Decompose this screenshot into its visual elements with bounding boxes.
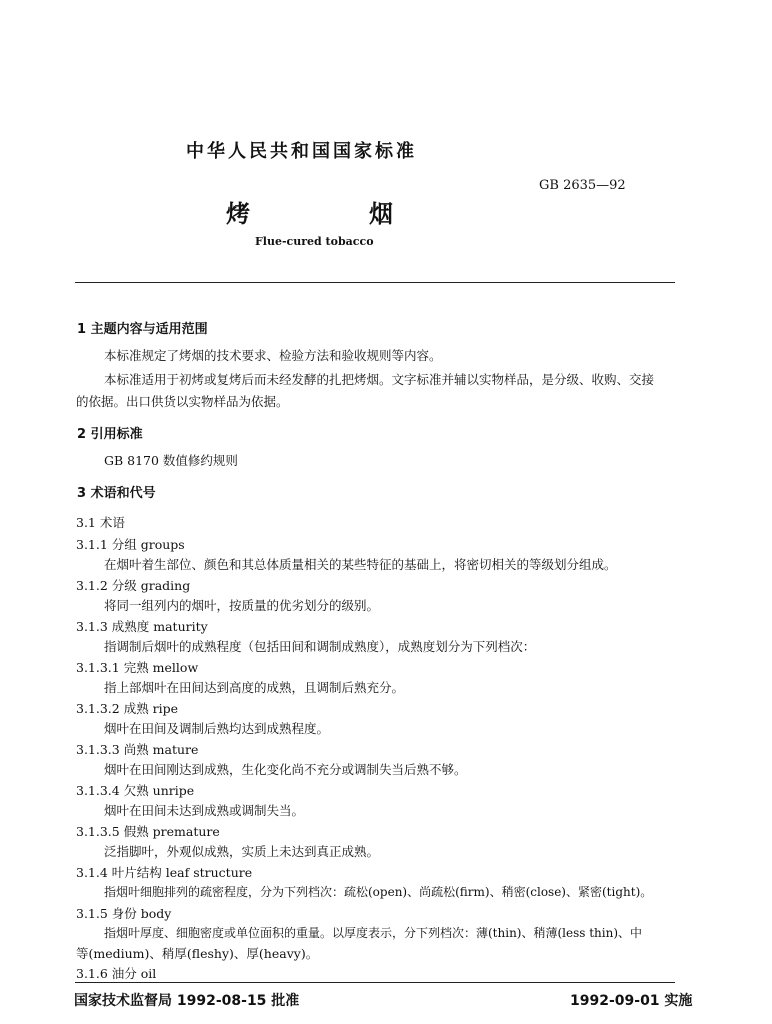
section-1-paragraph-2-cont: 的依据。出口供货以实物样品为依据。 bbox=[76, 394, 289, 409]
section-3-heading: 3 术语和代号 bbox=[77, 486, 156, 501]
document-title-part2: 烟 bbox=[369, 199, 393, 228]
section-1-paragraph-1: 本标准规定了烤烟的技术要求、检验方法和验收规则等内容。 bbox=[104, 348, 442, 363]
term-3-1-3-definition: 指调制后烟叶的成熟程度（包括田间和调制成熟度），成熟度划分为下列档次： bbox=[104, 639, 536, 654]
term-3-1-3-3: 3.1.3.3 尚熟 mature bbox=[76, 742, 199, 757]
term-3-1-2-definition: 将同一组列内的烟叶，按质量的优劣划分的级别。 bbox=[104, 598, 380, 613]
term-3-1-5: 3.1.5 身份 body bbox=[76, 906, 172, 921]
term-3-1-1: 3.1.1 分组 groups bbox=[76, 537, 185, 552]
standard-code: GB 2635—92 bbox=[539, 178, 626, 193]
section-2-heading: 2 引用标准 bbox=[77, 427, 143, 442]
document-title-part1: 烤 bbox=[226, 199, 250, 228]
term-3-1-3-3-definition: 烟叶在田间刚达到成熟，生化变化尚不充分或调制失当后熟不够。 bbox=[104, 762, 467, 777]
term-3-1-3: 3.1.3 成熟度 maturity bbox=[76, 619, 208, 634]
section-2-reference: GB 8170 数值修约规则 bbox=[104, 453, 238, 468]
standard-title: 中华人民共和国国家标准 bbox=[186, 141, 417, 162]
term-3-1-4-definition: 指烟叶细胞排列的疏密程度，分为下列档次：疏松(open)、尚疏松(firm)、稍密(close)、紧密(tight)。 bbox=[104, 885, 653, 899]
footer-rule bbox=[75, 982, 675, 983]
term-3-1-3-2: 3.1.3.2 成熟 ripe bbox=[76, 701, 179, 716]
implementation-date: 1992-09-01 实施 bbox=[570, 993, 693, 1009]
term-3-1: 3.1 术语 bbox=[76, 515, 125, 530]
header-rule bbox=[75, 282, 675, 283]
term-3-1-3-5: 3.1.3.5 假熟 premature bbox=[76, 824, 220, 839]
section-1-heading: 1 主题内容与适用范围 bbox=[77, 322, 208, 337]
term-3-1-3-4: 3.1.3.4 欠熟 unripe bbox=[76, 783, 195, 798]
term-3-1-5-definition-cont: 等(medium)、稍厚(fleshy)、厚(heavy)。 bbox=[76, 946, 319, 961]
approval-date: 国家技术监督局 1992-08-15 批准 bbox=[74, 993, 300, 1009]
term-3-1-5-definition: 指烟叶厚度、细胞密度或单位面积的重量。以厚度表示，分下列档次：薄(thin)、稍薄(less thin)、中 bbox=[104, 926, 643, 940]
term-3-1-3-1-definition: 指上部烟叶在田间达到高度的成熟，且调制后熟充分。 bbox=[104, 680, 405, 695]
term-3-1-3-4-definition: 烟叶在田间未达到成熟或调制失当。 bbox=[104, 803, 305, 818]
document-title-english: Flue-cured tobacco bbox=[255, 235, 374, 248]
term-3-1-1-definition: 在烟叶着生部位、颜色和其总体质量相关的某些特征的基础上，将密切相关的等级划分组成。 bbox=[104, 557, 617, 572]
term-3-1-3-1: 3.1.3.1 完熟 mellow bbox=[76, 660, 199, 675]
term-3-1-3-5-definition: 泛指脚叶，外观似成熟，实质上未达到真正成熟。 bbox=[104, 844, 380, 859]
term-3-1-6: 3.1.6 油分 oil bbox=[76, 966, 157, 981]
term-3-1-4: 3.1.4 叶片结构 leaf structure bbox=[76, 865, 253, 880]
term-3-1-3-2-definition: 烟叶在田间及调制后熟均达到成熟程度。 bbox=[104, 721, 330, 736]
section-1-paragraph-2: 本标准适用于初烤或复烤后而未经发酵的扎把烤烟。文字标准并辅以实物样品，是分级、收购、交接 bbox=[104, 372, 655, 387]
term-3-1-2: 3.1.2 分级 grading bbox=[76, 578, 191, 593]
